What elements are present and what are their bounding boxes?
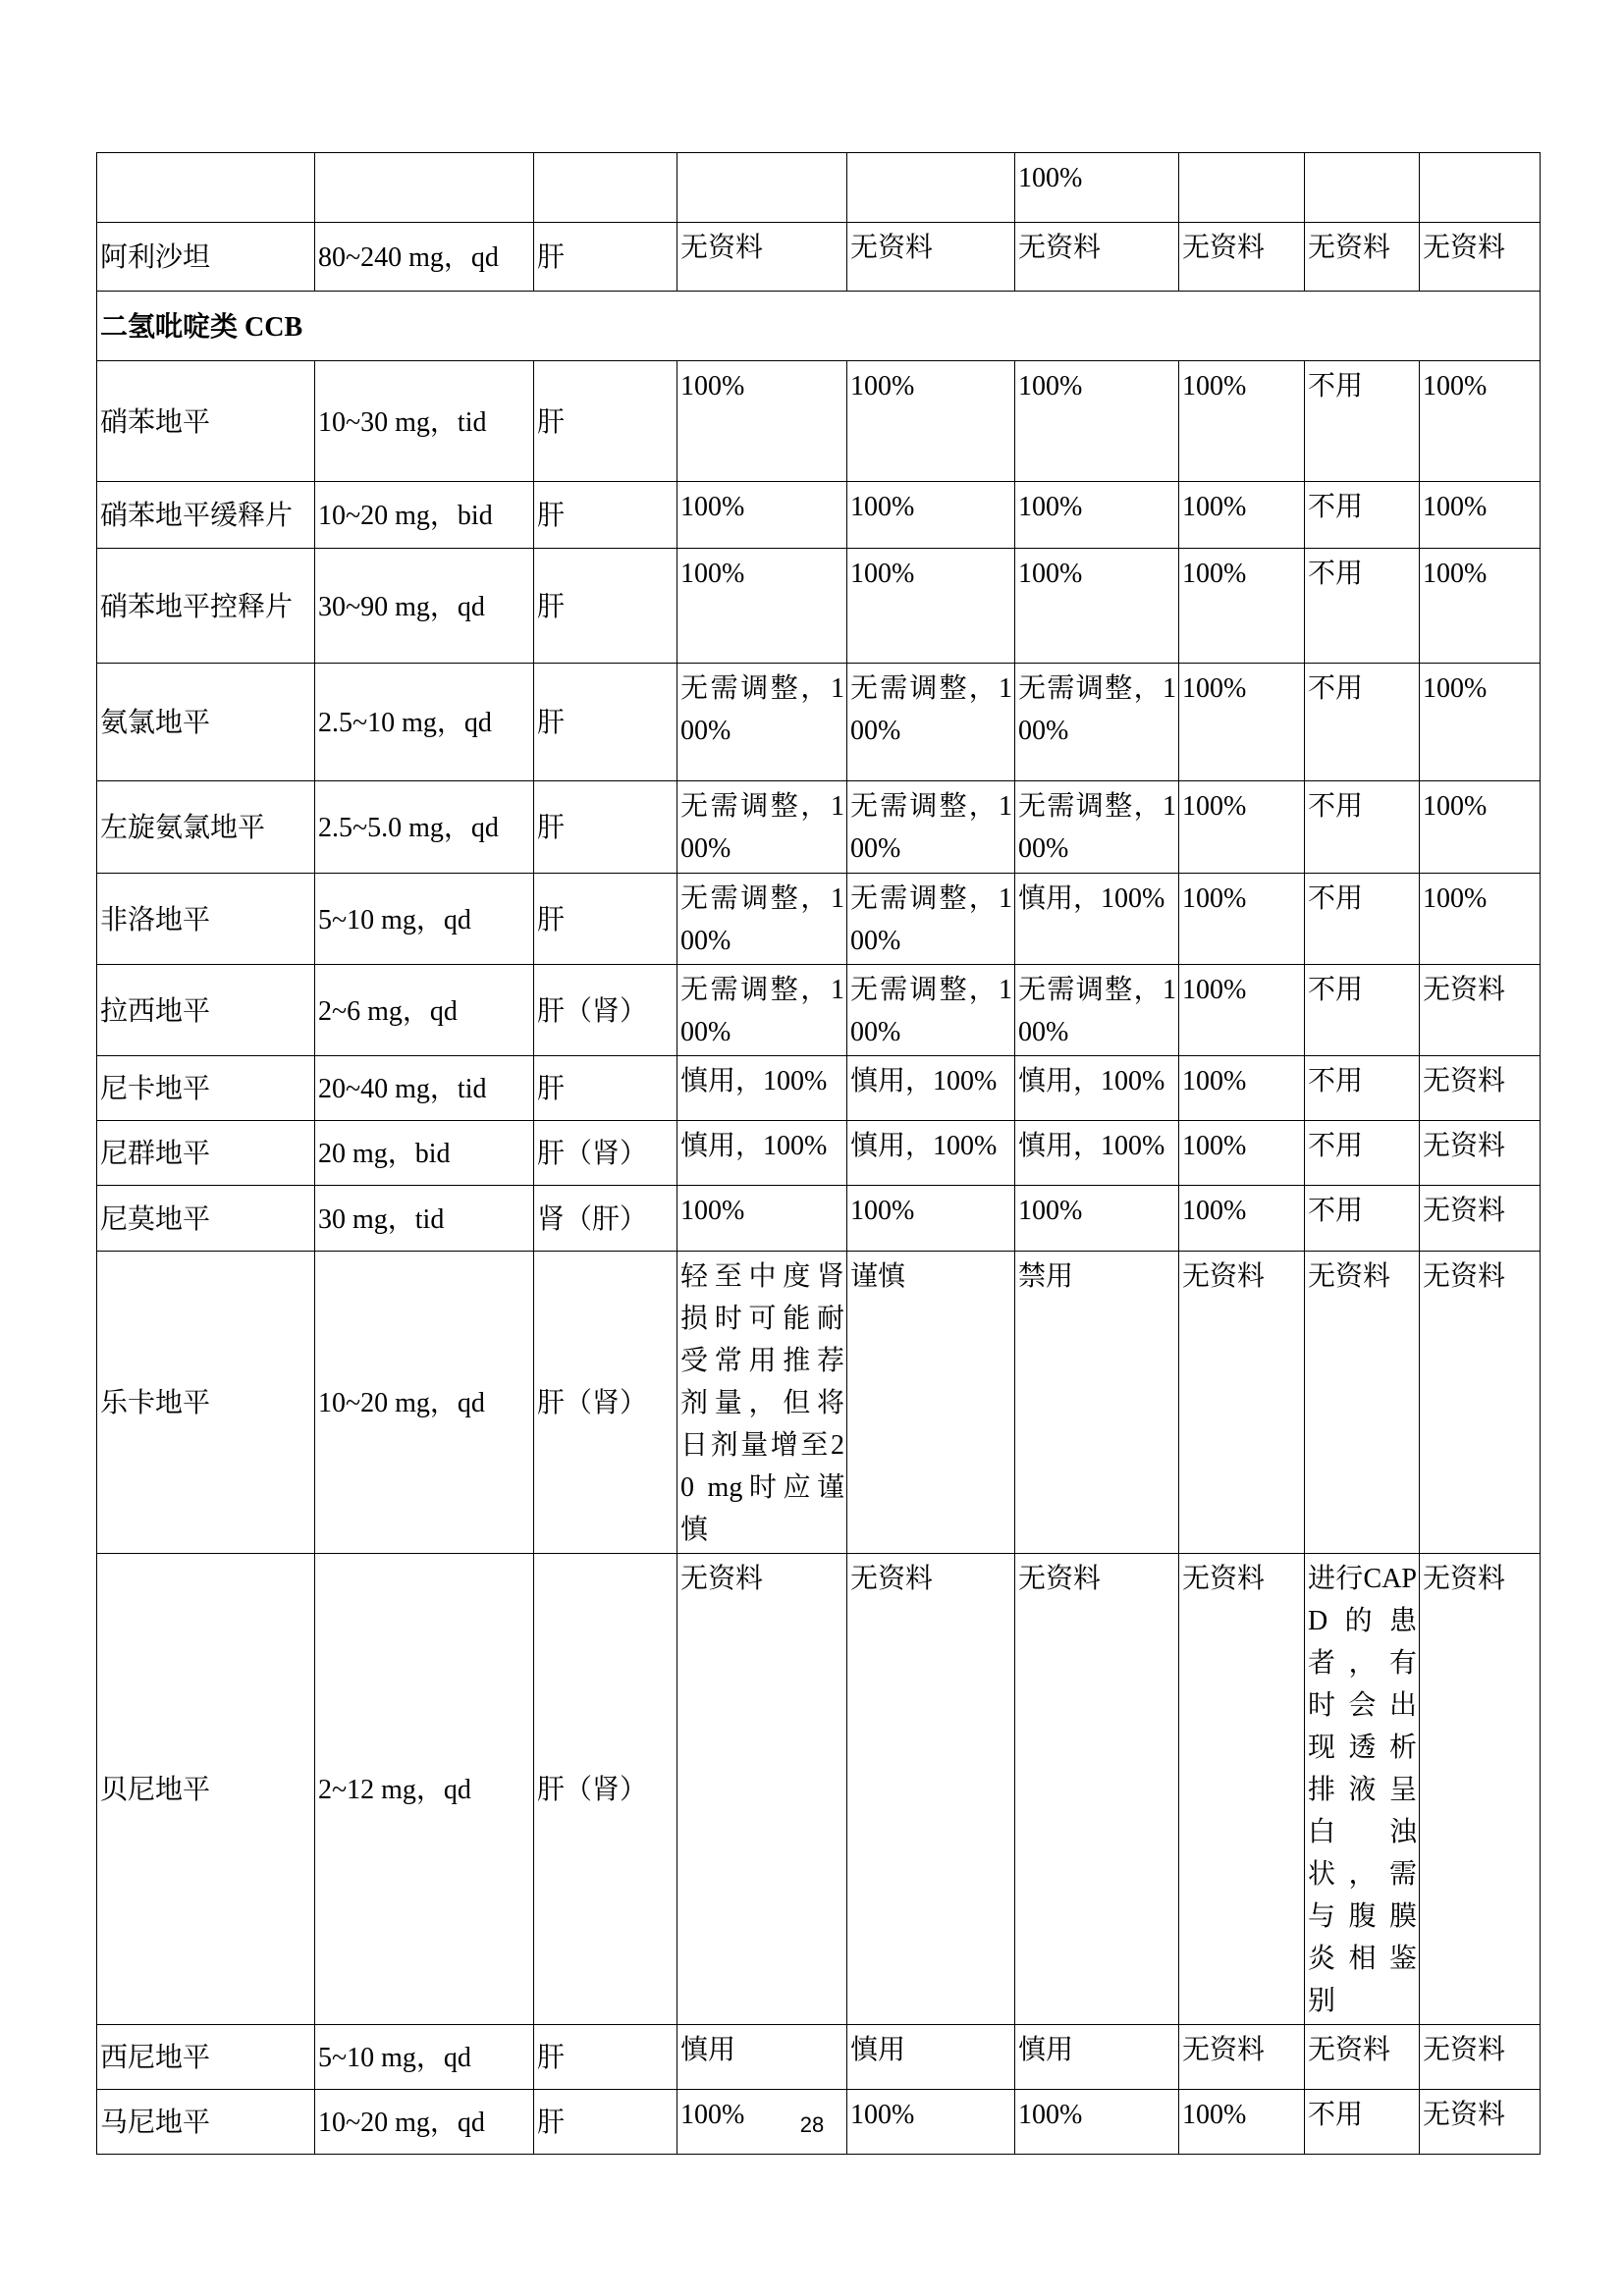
table-cell: 100% (1015, 549, 1179, 664)
table-row (97, 1121, 1541, 1186)
table-cell: 100% (1015, 361, 1179, 482)
table-cell: 无资料 (1420, 223, 1541, 292)
table-cell: 肝 (534, 549, 677, 664)
table-cell: 无资料 (847, 1554, 1015, 2025)
drug-name-cell: 硝苯地平 (97, 361, 315, 482)
table-cell: 肝（肾） (534, 1554, 677, 2025)
table-row (97, 482, 1541, 549)
drug-name-cell: 左旋氨氯地平 (97, 781, 315, 874)
dosage-cell: 20~40 mg，tid (315, 1056, 534, 1121)
dosage-cell: 2~12 mg，qd (315, 1554, 534, 2025)
table-cell: 无资料 (1179, 223, 1305, 292)
table-cell: 不用 (1305, 2090, 1420, 2155)
drug-name-cell: 阿利沙坦 (97, 223, 315, 292)
table-cell: 无资料 (1420, 1056, 1541, 1121)
table-cell: 禁用 (1015, 1252, 1179, 1554)
drug-name-cell: 尼莫地平 (97, 1186, 315, 1252)
table-row (97, 223, 1541, 292)
table-cell: 谨慎 (847, 1252, 1015, 1554)
table-cell: 慎用，100% (677, 1121, 847, 1186)
table-cell: 无资料 (1305, 1252, 1420, 1554)
table-cell: 100% (1420, 664, 1541, 781)
table-cell (1305, 153, 1420, 223)
table-cell (1420, 153, 1541, 223)
table-cell: 肝（肾） (534, 965, 677, 1056)
drug-name-cell: 硝苯地平缓释片 (97, 482, 315, 549)
table-cell: 不用 (1305, 361, 1420, 482)
table-cell (677, 153, 847, 223)
table-cell: 100% (1420, 482, 1541, 549)
dosage-cell: 5~10 mg，qd (315, 2025, 534, 2090)
table-cell: 100% (1420, 361, 1541, 482)
table-cell: 肝 (534, 361, 677, 482)
table-cell: 肝 (534, 781, 677, 874)
dosage-cell: 10~30 mg，tid (315, 361, 534, 482)
table-cell: 不用 (1305, 1186, 1420, 1252)
dosage-cell: 80~240 mg，qd (315, 223, 534, 292)
table-cell: 无资料 (1305, 2025, 1420, 2090)
table-cell (1179, 153, 1305, 223)
table-cell: 无需调整，100% (677, 874, 847, 965)
table-cell: 100% (1179, 482, 1305, 549)
table-cell: 100% (1179, 781, 1305, 874)
table-cell: 不用 (1305, 549, 1420, 664)
table-cell: 100% (847, 2090, 1015, 2155)
drug-name-cell: 西尼地平 (97, 2025, 315, 2090)
table-cell: 不用 (1305, 1121, 1420, 1186)
table-cell: 肝 (534, 1056, 677, 1121)
table-row (97, 153, 1541, 223)
table-cell: 肾（肝） (534, 1186, 677, 1252)
table-cell: 无资料 (1179, 1252, 1305, 1554)
table-cell: 无资料 (1420, 2025, 1541, 2090)
table-row (97, 664, 1541, 781)
table-row (97, 2025, 1541, 2090)
dosage-cell: 2.5~10 mg，qd (315, 664, 534, 781)
table-cell: 100% (1015, 482, 1179, 549)
table-cell: 100% (847, 549, 1015, 664)
drug-name-cell (97, 153, 315, 223)
table-cell: 100% (677, 2090, 847, 2155)
table-cell: 100% (677, 549, 847, 664)
section-header-row (97, 292, 1541, 361)
table-cell: 慎用 (677, 2025, 847, 2090)
table-cell: 无需调整，100% (1015, 664, 1179, 781)
table-cell: 无资料 (1420, 1252, 1541, 1554)
table-cell: 100% (677, 1186, 847, 1252)
table-cell: 不用 (1305, 482, 1420, 549)
table-cell: 慎用，100% (1015, 1056, 1179, 1121)
table-cell: 肝 (534, 2090, 677, 2155)
table-cell: 100% (677, 482, 847, 549)
drug-name-cell: 尼群地平 (97, 1121, 315, 1186)
table-cell: 100% (1179, 664, 1305, 781)
table-cell: 无资料 (1420, 1121, 1541, 1186)
table-cell: 肝 (534, 664, 677, 781)
dosage-cell: 10~20 mg，qd (315, 1252, 534, 1554)
table-cell: 无资料 (677, 1554, 847, 2025)
dosage-cell (315, 153, 534, 223)
dosage-cell: 10~20 mg，bid (315, 482, 534, 549)
table-row (97, 1186, 1541, 1252)
table-cell: 无需调整，100% (847, 664, 1015, 781)
table-cell: 肝 (534, 223, 677, 292)
drug-name-cell: 贝尼地平 (97, 1554, 315, 2025)
drug-name-cell: 乐卡地平 (97, 1252, 315, 1554)
table-cell: 100% (1179, 361, 1305, 482)
table-cell: 无需调整，100% (1015, 965, 1179, 1056)
table-cell: 无需调整，100% (1015, 781, 1179, 874)
section-header-cell: 二氢吡啶类 CCB (97, 292, 1541, 361)
drug-name-cell: 拉西地平 (97, 965, 315, 1056)
table-cell: 无资料 (1420, 1186, 1541, 1252)
table-cell (847, 153, 1015, 223)
table-cell: 无资料 (1015, 1554, 1179, 2025)
table-cell: 100% (1179, 965, 1305, 1056)
dosage-cell: 30 mg，tid (315, 1186, 534, 1252)
table-cell: 肝（肾） (534, 1121, 677, 1186)
table-cell: 不用 (1305, 1056, 1420, 1121)
drug-name-cell: 马尼地平 (97, 2090, 315, 2155)
table-cell: 100% (1179, 1056, 1305, 1121)
dosage-cell: 5~10 mg，qd (315, 874, 534, 965)
table-cell: 肝 (534, 874, 677, 965)
table-cell: 不用 (1305, 874, 1420, 965)
table-cell: 慎用，100% (847, 1121, 1015, 1186)
table-cell: 肝 (534, 482, 677, 549)
table-cell: 无资料 (1420, 1554, 1541, 2025)
page-number: 28 (799, 2112, 825, 2137)
table-cell: 慎用，100% (1015, 1121, 1179, 1186)
table-cell: 慎用，100% (847, 1056, 1015, 1121)
table-cell: 无资料 (677, 223, 847, 292)
table-cell: 不用 (1305, 965, 1420, 1056)
table-row (97, 1056, 1541, 1121)
table-cell: 无需调整，100% (677, 965, 847, 1056)
table-cell: 100% (1420, 874, 1541, 965)
drug-name-cell: 尼卡地平 (97, 1056, 315, 1121)
table-cell: 100% (1420, 549, 1541, 664)
table-cell: 100% (1179, 1186, 1305, 1252)
table-cell: 慎用 (847, 2025, 1015, 2090)
drug-name-cell: 非洛地平 (97, 874, 315, 965)
table-cell: 100% (677, 361, 847, 482)
table-body (97, 153, 1541, 2155)
table-cell: 慎用 (1015, 2025, 1179, 2090)
table-cell: 肝 (534, 2025, 677, 2090)
table-cell: 无资料 (1179, 1554, 1305, 2025)
table-cell: 不用 (1305, 781, 1420, 874)
table-cell: 100% (847, 1186, 1015, 1252)
table-cell: 无需调整，100% (847, 781, 1015, 874)
table-cell: 无资料 (1305, 223, 1420, 292)
table-cell: 无资料 (1015, 223, 1179, 292)
table-cell: 无资料 (847, 223, 1015, 292)
table-cell: 肝（肾） (534, 1252, 677, 1554)
table-cell: 100% (1015, 1186, 1179, 1252)
table-cell: 无需调整，100% (847, 965, 1015, 1056)
dosage-cell: 10~20 mg，qd (315, 2090, 534, 2155)
table-cell: 100% (1179, 874, 1305, 965)
table-cell: 100% (1179, 2090, 1305, 2155)
table-cell: 无资料 (1420, 2090, 1541, 2155)
table-cell: 100% (847, 482, 1015, 549)
table-cell: 慎用，100% (1015, 874, 1179, 965)
table-cell: 100% (1015, 153, 1179, 223)
table-cell: 100% (1420, 781, 1541, 874)
table-cell: 100% (1179, 1121, 1305, 1186)
dosage-cell: 30~90 mg，qd (315, 549, 534, 664)
table-row (97, 781, 1541, 874)
table-cell: 100% (1179, 549, 1305, 664)
table-row (97, 549, 1541, 664)
table-cell: 100% (847, 361, 1015, 482)
table-row (97, 874, 1541, 965)
dosage-cell: 2~6 mg，qd (315, 965, 534, 1056)
table-row (97, 965, 1541, 1056)
table-cell: 无需调整，100% (847, 874, 1015, 965)
dosage-cell: 20 mg，bid (315, 1121, 534, 1186)
table-cell: 100% (1015, 2090, 1179, 2155)
drug-dosage-table (96, 152, 1541, 2155)
table-cell: 不用 (1305, 664, 1420, 781)
table-cell: 进行CAPD的患者，有时会出现透析排液呈白浊状，需与腹膜炎相鉴别 (1305, 1554, 1420, 2025)
table-cell: 无资料 (1420, 965, 1541, 1056)
table-cell: 轻至中度肾损时可能耐受常用推荐剂量，但将日剂量增至20 mg时应谨慎 (677, 1252, 847, 1554)
dosage-cell: 2.5~5.0 mg，qd (315, 781, 534, 874)
drug-name-cell: 硝苯地平控释片 (97, 549, 315, 664)
drug-name-cell: 氨氯地平 (97, 664, 315, 781)
table-cell: 无需调整，100% (677, 781, 847, 874)
table-cell (534, 153, 677, 223)
table-cell: 无资料 (1179, 2025, 1305, 2090)
table-row (97, 1252, 1541, 1554)
table-cell: 慎用，100% (677, 1056, 847, 1121)
table-row (97, 1554, 1541, 2025)
table-cell: 无需调整，100% (677, 664, 847, 781)
table-row (97, 361, 1541, 482)
